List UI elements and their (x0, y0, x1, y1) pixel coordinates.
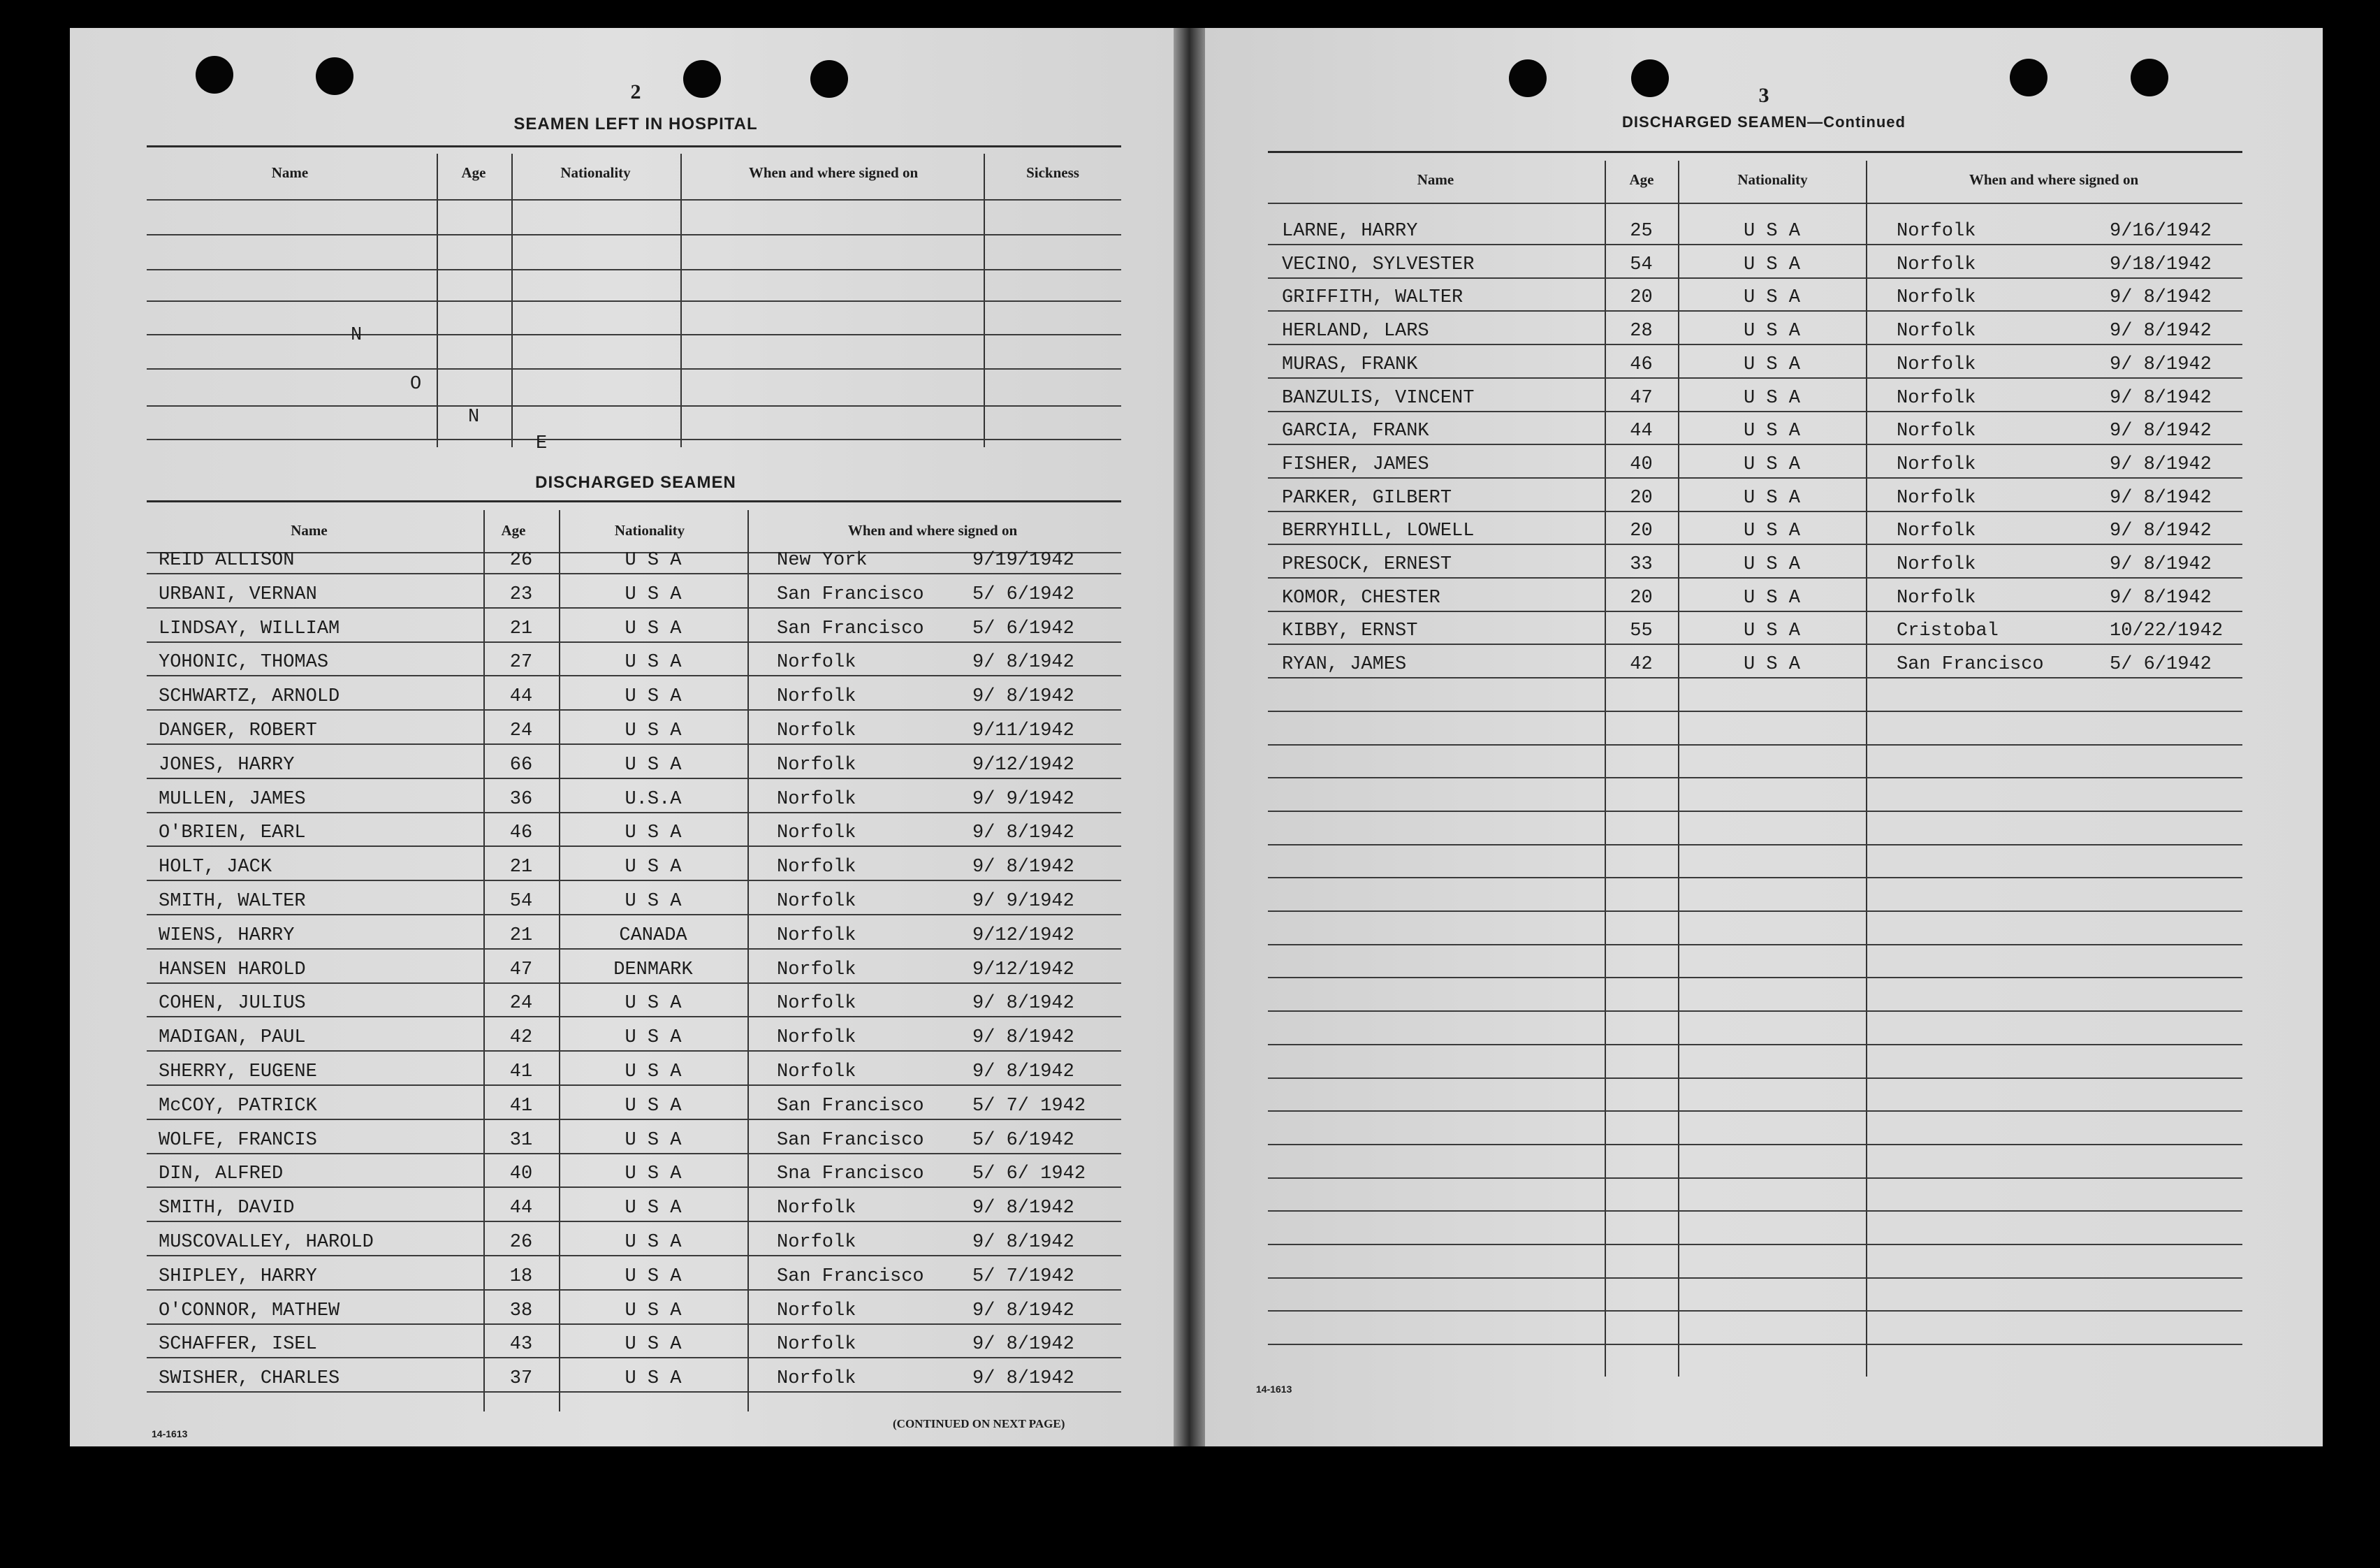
continued-note: (CONTINUED ON NEXT PAGE) (893, 1417, 1065, 1430)
right-page (1205, 28, 2323, 1446)
blank-row-line (1268, 1244, 2242, 1245)
signed-on-place: Sna Francisco (777, 1163, 924, 1185)
seaman-age: 27 (509, 652, 533, 674)
signed-on-date: 9/ 8/1942 (972, 822, 1074, 844)
seaman-age: 26 (509, 550, 533, 571)
seaman-age: 43 (509, 1334, 533, 1356)
signed-on-place: San Francisco (1897, 654, 2044, 676)
blank-row-line (1268, 1344, 2242, 1345)
signed-on-date: 9/ 8/1942 (2110, 321, 2212, 342)
signed-on-place: Norfolk (1897, 221, 1976, 242)
signed-on-place: San Francisco (777, 1129, 924, 1151)
signed-on-place: San Francisco (777, 1095, 924, 1117)
signed-on-date: 9/ 8/1942 (2110, 554, 2212, 575)
seaman-nationality: U S A (1743, 287, 1800, 309)
seaman-name: URBANI, VERNAN (159, 583, 317, 605)
signed-on-date: 9/ 9/1942 (972, 788, 1074, 810)
seaman-nationality: U S A (1743, 387, 1800, 409)
hospital-header-name: Name (271, 164, 309, 181)
seaman-nationality: U S A (625, 550, 682, 571)
seaman-nationality: U S A (1743, 321, 1800, 342)
seaman-nationality: U S A (625, 857, 682, 878)
seaman-age: 41 (509, 1061, 533, 1082)
seaman-name: SHIPLEY, HARRY (159, 1265, 317, 1287)
stray-mark: N (351, 325, 363, 346)
seaman-name: SMITH, WALTER (159, 891, 306, 912)
signed-on-date: 5/ 6/1942 (972, 583, 1074, 605)
seaman-name: PRESOCK, ERNEST (1282, 554, 1452, 575)
seaman-age: 21 (509, 618, 533, 639)
seaman-nationality: U S A (625, 822, 682, 844)
blank-row-line (1268, 711, 2242, 712)
seaman-name: MURAS, FRANK (1282, 354, 1418, 375)
seaman-name: SMITH, DAVID (159, 1198, 295, 1219)
discharged-header-signed-on: When and where signed on (847, 522, 1018, 539)
seaman-nationality: U S A (625, 1027, 682, 1049)
seaman-nationality: U S A (625, 1163, 682, 1185)
signed-on-place: Norfolk (777, 686, 856, 708)
signed-on-place: Norfolk (777, 788, 856, 810)
seaman-age: 40 (1630, 453, 1653, 475)
signed-on-date: 9/ 8/1942 (2110, 521, 2212, 542)
signed-on-date: 9/ 8/1942 (972, 1198, 1074, 1219)
signed-on-date: 10/22/1942 (2110, 620, 2224, 642)
seaman-name: LINDSAY, WILLIAM (159, 618, 340, 639)
seaman-name: JONES, HARRY (159, 754, 295, 776)
seaman-age: 26 (509, 1232, 533, 1253)
seaman-nationality: U S A (1743, 554, 1800, 575)
punch-hole (2010, 59, 2047, 96)
form-number: 14-1613 (152, 1428, 188, 1439)
seaman-nationality: U S A (1743, 221, 1800, 242)
seaman-age: 28 (1630, 321, 1653, 342)
blank-row-line (1268, 1144, 2242, 1145)
blank-row-line (1268, 1077, 2242, 1079)
seaman-nationality: U S A (1743, 421, 1800, 442)
signed-on-date: 9/12/1942 (972, 959, 1074, 980)
seaman-age: 47 (1630, 387, 1653, 409)
seaman-name: VECINO, SYLVESTER (1282, 254, 1475, 275)
signed-on-date: 9/18/1942 (2110, 254, 2212, 275)
seaman-nationality: U S A (625, 1334, 682, 1356)
discharged-header-name: Name (291, 522, 328, 539)
signed-on-place: Norfolk (1897, 321, 1976, 342)
seaman-nationality: U S A (1743, 654, 1800, 676)
blank-row-line (1268, 944, 2242, 945)
signed-on-date: 9/12/1942 (972, 754, 1074, 776)
seaman-age: 40 (509, 1163, 533, 1185)
seaman-name: WOLFE, FRANCIS (159, 1129, 317, 1151)
signed-on-date: 9/ 8/1942 (2110, 287, 2212, 309)
discharged-section-title: DISCHARGED SEAMEN (535, 473, 736, 492)
blank-row-line (1268, 1277, 2242, 1279)
signed-on-place: Norfolk (777, 1334, 856, 1356)
seaman-nationality: U S A (625, 686, 682, 708)
seaman-nationality: U S A (1743, 487, 1800, 509)
signed-on-place: Norfolk (1897, 354, 1976, 375)
blank-row-line (1268, 1110, 2242, 1112)
seaman-age: 44 (509, 1198, 533, 1219)
seaman-age: 47 (509, 959, 533, 980)
right-header-signed-on: When and where signed on (1969, 171, 2139, 188)
signed-on-place: Norfolk (777, 754, 856, 776)
seaman-name: GARCIA, FRANK (1282, 421, 1429, 442)
seaman-name: REID ALLISON (159, 550, 295, 571)
signed-on-date: 5/ 7/ 1942 (972, 1095, 1086, 1117)
signed-on-place: Norfolk (1897, 487, 1976, 509)
seaman-name: GRIFFITH, WALTER (1282, 287, 1463, 309)
discharged-header-age: Age (501, 522, 526, 539)
signed-on-date: 9/ 8/1942 (972, 686, 1074, 708)
hospital-header-age: Age (461, 164, 486, 181)
signed-on-date: 9/ 8/1942 (972, 1334, 1074, 1356)
signed-on-date: 5/ 6/1942 (972, 618, 1074, 639)
signed-on-place: Norfolk (777, 822, 856, 844)
seaman-age: 33 (1630, 554, 1653, 575)
seaman-name: BANZULIS, VINCENT (1282, 387, 1475, 409)
seaman-name: YOHONIC, THOMAS (159, 652, 329, 674)
seaman-name: O'CONNOR, MATHEW (159, 1300, 340, 1321)
seaman-name: BERRYHILL, LOWELL (1282, 521, 1475, 542)
signed-on-date: 9/ 8/1942 (2110, 453, 2212, 475)
seaman-nationality: U S A (625, 1095, 682, 1117)
signed-on-date: 9/ 8/1942 (2110, 387, 2212, 409)
seaman-name: SCHWARTZ, ARNOLD (159, 686, 340, 708)
seaman-age: 25 (1630, 221, 1653, 242)
signed-on-place: Norfolk (777, 652, 856, 674)
seaman-name: SHERRY, EUGENE (159, 1061, 317, 1082)
signed-on-place: Norfolk (777, 1368, 856, 1390)
left-page (70, 28, 1174, 1446)
seaman-nationality: U S A (1743, 254, 1800, 275)
signed-on-date: 9/ 8/1942 (972, 857, 1074, 878)
signed-on-place: San Francisco (777, 618, 924, 639)
signed-on-place: Norfolk (1897, 453, 1976, 475)
signed-on-place: Norfolk (777, 1232, 856, 1253)
seaman-nationality: U S A (1743, 587, 1800, 609)
signed-on-place: Norfolk (777, 1061, 856, 1082)
signed-on-date: 5/ 7/1942 (972, 1265, 1074, 1287)
seaman-nationality: U S A (625, 1368, 682, 1390)
punch-hole (2131, 59, 2168, 96)
signed-on-place: Norfolk (777, 857, 856, 878)
signed-on-place: Norfolk (777, 1300, 856, 1321)
seaman-name: COHEN, JULIUS (159, 993, 306, 1015)
seaman-age: 23 (509, 583, 533, 605)
seaman-age: 20 (1630, 521, 1653, 542)
signed-on-place: Cristobal (1897, 620, 1999, 642)
signed-on-place: San Francisco (777, 583, 924, 605)
blank-row-line (1268, 844, 2242, 845)
right-header-age: Age (1629, 171, 1654, 188)
signed-on-place: Norfolk (777, 1027, 856, 1049)
seaman-nationality: U S A (625, 1129, 682, 1151)
seaman-age: 46 (1630, 354, 1653, 375)
form-number: 14-1613 (1256, 1384, 1292, 1395)
signed-on-date: 9/ 9/1942 (972, 891, 1074, 912)
seaman-name: SCHAFFER, ISEL (159, 1334, 317, 1356)
right-header-nationality: Nationality (1737, 171, 1808, 188)
stray-mark: E (536, 433, 548, 454)
seaman-nationality: U S A (625, 993, 682, 1015)
seaman-name: DANGER, ROBERT (159, 720, 317, 741)
seaman-nationality: U S A (1743, 521, 1800, 542)
seaman-age: 38 (509, 1300, 533, 1321)
page-gutter (1174, 28, 1205, 1446)
seaman-name: HOLT, JACK (159, 857, 272, 878)
signed-on-date: 9/ 8/1942 (972, 993, 1074, 1015)
seaman-age: 21 (509, 857, 533, 878)
seaman-name: RYAN, JAMES (1282, 654, 1407, 676)
seaman-name: KOMOR, CHESTER (1282, 587, 1440, 609)
blank-row-line (1268, 877, 2242, 878)
blank-row-line (1268, 1010, 2242, 1012)
seaman-nationality: U S A (625, 1265, 682, 1287)
seaman-age: 24 (509, 993, 533, 1015)
seaman-name: O'BRIEN, EARL (159, 822, 306, 844)
seaman-nationality: U S A (625, 1061, 682, 1082)
blank-row-line (1268, 910, 2242, 912)
seaman-name: DIN, ALFRED (159, 1163, 284, 1185)
signed-on-place: Norfolk (777, 891, 856, 912)
seaman-nationality: U S A (1743, 620, 1800, 642)
seaman-age: 37 (509, 1368, 533, 1390)
signed-on-place: Norfolk (1897, 387, 1976, 409)
seaman-nationality: CANADA (619, 924, 687, 946)
signed-on-place: Norfolk (1897, 421, 1976, 442)
signed-on-place: Norfolk (777, 1198, 856, 1219)
blank-row-line (1268, 1210, 2242, 1212)
seaman-name: PARKER, GILBERT (1282, 487, 1452, 509)
punch-hole (196, 56, 233, 94)
signed-on-date: 9/ 8/1942 (972, 1061, 1074, 1082)
hospital-header-sickness: Sickness (1026, 164, 1079, 181)
stray-mark: N (468, 407, 480, 428)
signed-on-date: 9/ 8/1942 (2110, 421, 2212, 442)
seaman-name: SWISHER, CHARLES (159, 1368, 340, 1390)
signed-on-date: 9/ 8/1942 (972, 1300, 1074, 1321)
seaman-age: 42 (509, 1027, 533, 1049)
seaman-nationality: U S A (1743, 453, 1800, 475)
signed-on-place: Norfolk (777, 720, 856, 741)
seaman-nationality: U S A (625, 754, 682, 776)
seaman-age: 18 (509, 1265, 533, 1287)
hospital-section-title: SEAMEN LEFT IN HOSPITAL (513, 115, 758, 133)
seaman-name: KIBBY, ERNST (1282, 620, 1418, 642)
seaman-nationality: U.S.A (625, 788, 682, 810)
signed-on-place: Norfolk (1897, 587, 1976, 609)
seaman-name: LARNE, HARRY (1282, 221, 1418, 242)
blank-row-line (1268, 1310, 2242, 1312)
seaman-age: 42 (1630, 654, 1653, 676)
signed-on-place: San Francisco (777, 1265, 924, 1287)
punch-hole (683, 60, 721, 98)
blank-row-line (1268, 1177, 2242, 1179)
signed-on-date: 9/ 8/1942 (972, 1368, 1074, 1390)
seaman-age: 20 (1630, 287, 1653, 309)
signed-on-date: 9/ 8/1942 (972, 1027, 1074, 1049)
signed-on-date: 9/ 8/1942 (972, 652, 1074, 674)
signed-on-place: Norfolk (1897, 554, 1976, 575)
page-number: 3 (1758, 84, 1769, 107)
seaman-name: McCOY, PATRICK (159, 1095, 317, 1117)
seaman-age: 41 (509, 1095, 533, 1117)
signed-on-date: 5/ 6/1942 (2110, 654, 2212, 676)
signed-on-place: Norfolk (777, 924, 856, 946)
blank-row-line (1268, 744, 2242, 746)
signed-on-place: Norfolk (777, 993, 856, 1015)
seaman-nationality: U S A (625, 618, 682, 639)
seaman-age: 21 (509, 924, 533, 946)
signed-on-place: Norfolk (1897, 254, 1976, 275)
signed-on-date: 9/ 8/1942 (2110, 487, 2212, 509)
seaman-nationality: U S A (625, 652, 682, 674)
signed-on-date: 9/16/1942 (2110, 221, 2212, 242)
hospital-header-signed-on: When and where signed on (748, 164, 919, 181)
seaman-nationality: U S A (625, 1198, 682, 1219)
seaman-age: 54 (1630, 254, 1653, 275)
seaman-age: 44 (1630, 421, 1653, 442)
seaman-nationality: DENMARK (613, 959, 693, 980)
seaman-name: MUSCOVALLEY, HAROLD (159, 1232, 374, 1253)
blank-row-line (1268, 811, 2242, 812)
seaman-age: 36 (509, 788, 533, 810)
signed-on-date: 9/ 8/1942 (2110, 354, 2212, 375)
signed-on-place: Norfolk (1897, 287, 1976, 309)
stray-mark: O (410, 374, 422, 395)
hospital-header-nationality: Nationality (560, 164, 631, 181)
seaman-name: MULLEN, JAMES (159, 788, 306, 810)
seaman-nationality: U S A (625, 1232, 682, 1253)
punch-hole (316, 57, 353, 95)
signed-on-place: Norfolk (1897, 521, 1976, 542)
discharged-header-nationality: Nationality (614, 522, 685, 539)
seaman-nationality: U S A (625, 891, 682, 912)
signed-on-place: New York (777, 550, 868, 571)
seaman-age: 24 (509, 720, 533, 741)
punch-hole (1631, 59, 1669, 97)
punch-hole (1509, 59, 1547, 97)
seaman-name: MADIGAN, PAUL (159, 1027, 306, 1049)
right-header-name: Name (1417, 171, 1454, 188)
seaman-age: 31 (509, 1129, 533, 1151)
seaman-nationality: U S A (625, 583, 682, 605)
signed-on-date: 9/ 8/1942 (2110, 587, 2212, 609)
seaman-age: 54 (509, 891, 533, 912)
seaman-name: HERLAND, LARS (1282, 321, 1429, 342)
seaman-name: WIENS, HARRY (159, 924, 295, 946)
seaman-nationality: U S A (625, 1300, 682, 1321)
page-number: 2 (630, 80, 641, 103)
seaman-nationality: U S A (1743, 354, 1800, 375)
seaman-age: 20 (1630, 587, 1653, 609)
signed-on-date: 9/ 8/1942 (972, 1232, 1074, 1253)
signed-on-date: 9/11/1942 (972, 720, 1074, 741)
blank-row-line (1268, 977, 2242, 978)
seaman-name: FISHER, JAMES (1282, 453, 1429, 475)
signed-on-date: 5/ 6/ 1942 (972, 1163, 1086, 1185)
seaman-name: HANSEN HAROLD (159, 959, 306, 980)
seaman-age: 55 (1630, 620, 1653, 642)
seaman-age: 20 (1630, 487, 1653, 509)
right-section-title: DISCHARGED SEAMEN—Continued (1622, 113, 1906, 131)
blank-row-line (1268, 777, 2242, 778)
blank-row-line (1268, 1044, 2242, 1045)
seaman-nationality: U S A (625, 720, 682, 741)
signed-on-place: Norfolk (777, 959, 856, 980)
seaman-age: 44 (509, 686, 533, 708)
seaman-age: 46 (509, 822, 533, 844)
signed-on-date: 5/ 6/1942 (972, 1129, 1074, 1151)
signed-on-date: 9/19/1942 (972, 550, 1074, 571)
punch-hole (810, 60, 848, 98)
signed-on-date: 9/12/1942 (972, 924, 1074, 946)
seaman-age: 66 (509, 754, 533, 776)
